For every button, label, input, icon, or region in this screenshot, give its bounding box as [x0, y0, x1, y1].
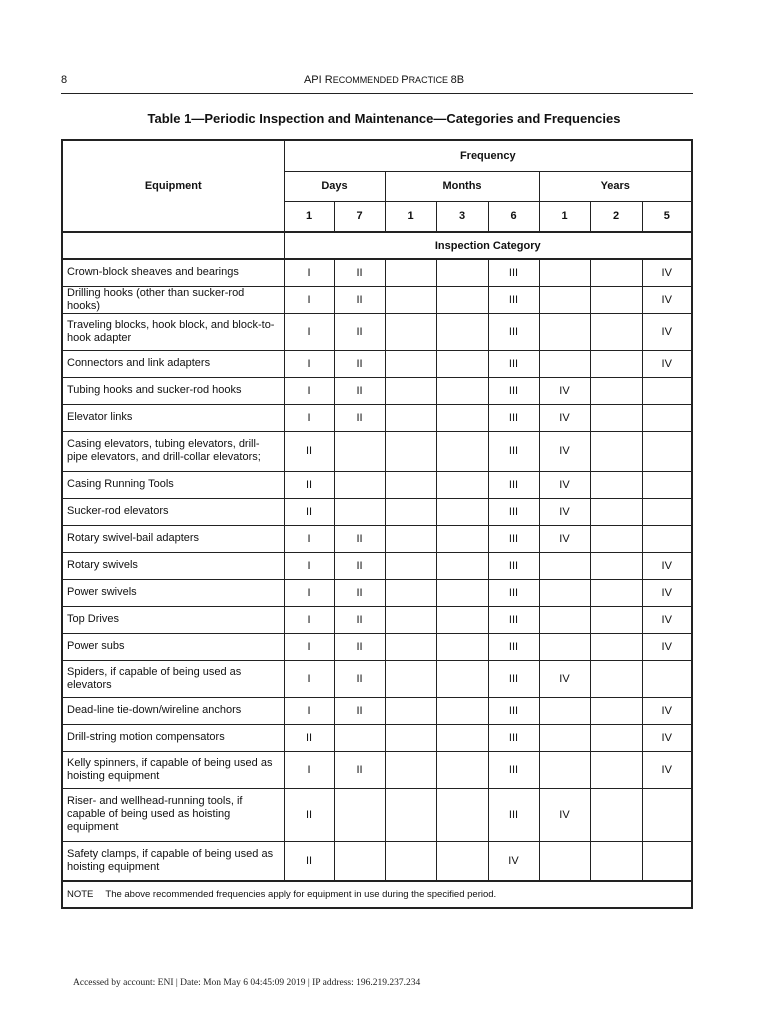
category-cell	[385, 313, 436, 350]
category-cell	[539, 579, 590, 606]
equipment-cell: Riser- and wellhead-running tools, if capable of being used as hoisting equipment	[62, 788, 284, 841]
category-cell	[436, 751, 488, 788]
category-cell: II	[334, 552, 385, 579]
category-cell	[385, 431, 436, 471]
category-cell: IV	[539, 788, 590, 841]
category-cell	[385, 660, 436, 697]
category-cell: III	[488, 724, 539, 751]
category-cell	[385, 724, 436, 751]
category-cell: III	[488, 259, 539, 286]
equipment-cell: Casing elevators, tubing elevators, drill-pipe elevators, and drill-collar elevators;	[62, 431, 284, 471]
category-cell: II	[334, 579, 385, 606]
category-cell: II	[334, 286, 385, 313]
table-row	[62, 350, 692, 377]
category-cell: I	[284, 751, 334, 788]
category-cell: IV	[642, 697, 692, 724]
category-cell: III	[488, 498, 539, 525]
category-cell	[590, 788, 642, 841]
category-cell	[590, 350, 642, 377]
interval-header: 3	[436, 201, 488, 232]
category-cell: II	[334, 633, 385, 660]
category-cell: II	[334, 377, 385, 404]
category-cell	[539, 259, 590, 286]
category-cell: IV	[642, 606, 692, 633]
category-cell	[436, 313, 488, 350]
category-cell	[436, 660, 488, 697]
category-cell	[539, 697, 590, 724]
category-cell	[436, 525, 488, 552]
page-number: 8	[61, 74, 68, 86]
category-cell	[385, 606, 436, 633]
interval-header: 2	[590, 201, 642, 232]
category-cell	[436, 286, 488, 313]
category-cell: II	[334, 404, 385, 431]
category-cell	[334, 431, 385, 471]
category-cell	[436, 259, 488, 286]
table-row	[62, 552, 692, 579]
category-cell	[590, 431, 642, 471]
table-row	[62, 286, 692, 313]
category-cell: IV	[539, 404, 590, 431]
table-row	[62, 660, 692, 697]
category-cell	[385, 404, 436, 431]
category-cell: III	[488, 471, 539, 498]
category-cell: II	[334, 697, 385, 724]
equipment-cell: Traveling blocks, hook block, and block-to-hook adapter	[62, 313, 284, 350]
category-cell	[385, 841, 436, 881]
category-cell: IV	[539, 431, 590, 471]
table-row	[62, 579, 692, 606]
category-cell	[539, 286, 590, 313]
note-text: The above recommended frequencies apply for equipment in use during the specified period.	[105, 889, 497, 900]
category-cell	[436, 841, 488, 881]
category-cell: II	[334, 259, 385, 286]
inspection-table	[61, 139, 693, 909]
category-cell	[590, 552, 642, 579]
category-cell	[590, 377, 642, 404]
table-row	[62, 525, 692, 552]
equipment-cell: Connectors and link adapters	[62, 350, 284, 377]
category-cell: II	[334, 313, 385, 350]
equipment-cell: Sucker-rod elevators	[62, 498, 284, 525]
equipment-cell: Power subs	[62, 633, 284, 660]
category-cell	[590, 286, 642, 313]
category-cell: II	[284, 431, 334, 471]
category-cell: III	[488, 633, 539, 660]
category-cell	[642, 525, 692, 552]
category-cell	[385, 525, 436, 552]
category-cell	[539, 633, 590, 660]
blank-cell	[62, 232, 284, 259]
category-cell	[590, 498, 642, 525]
category-cell: II	[334, 660, 385, 697]
category-cell: IV	[642, 633, 692, 660]
category-cell	[590, 579, 642, 606]
category-cell	[539, 313, 590, 350]
category-cell	[539, 724, 590, 751]
category-cell: I	[284, 313, 334, 350]
category-cell: IV	[642, 286, 692, 313]
category-cell	[539, 606, 590, 633]
category-cell: I	[284, 259, 334, 286]
category-cell: I	[284, 377, 334, 404]
table-row	[62, 751, 692, 788]
category-cell: IV	[539, 471, 590, 498]
category-cell	[385, 350, 436, 377]
category-cell: II	[284, 841, 334, 881]
category-cell: II	[334, 751, 385, 788]
category-cell	[539, 751, 590, 788]
equipment-cell: Elevator links	[62, 404, 284, 431]
equipment-cell: Tubing hooks and sucker-rod hooks	[62, 377, 284, 404]
equipment-cell: Rotary swivels	[62, 552, 284, 579]
category-cell: II	[334, 350, 385, 377]
table-row	[62, 404, 692, 431]
equipment-cell: Dead-line tie-down/wireline anchors	[62, 697, 284, 724]
category-cell	[436, 498, 488, 525]
category-cell	[436, 606, 488, 633]
category-cell	[590, 697, 642, 724]
category-cell	[436, 404, 488, 431]
category-cell	[590, 471, 642, 498]
category-cell: III	[488, 431, 539, 471]
category-cell	[590, 525, 642, 552]
category-cell	[642, 498, 692, 525]
category-cell: II	[284, 498, 334, 525]
category-cell: I	[284, 350, 334, 377]
category-cell: IV	[642, 313, 692, 350]
category-cell	[436, 697, 488, 724]
category-cell	[385, 697, 436, 724]
category-cell: I	[284, 633, 334, 660]
category-cell: III	[488, 313, 539, 350]
category-cell	[436, 579, 488, 606]
category-cell	[590, 606, 642, 633]
category-cell: III	[488, 286, 539, 313]
category-cell	[642, 788, 692, 841]
group-header-days: Days	[284, 171, 385, 201]
table-row	[62, 259, 692, 286]
category-cell	[436, 724, 488, 751]
category-cell	[642, 404, 692, 431]
category-cell: I	[284, 404, 334, 431]
category-cell	[642, 377, 692, 404]
category-cell: I	[284, 697, 334, 724]
category-cell	[590, 259, 642, 286]
table-row	[62, 471, 692, 498]
running-header-api: API	[303, 74, 322, 86]
interval-header: 7	[334, 201, 385, 232]
running-header	[0, 74, 768, 86]
category-cell: I	[284, 606, 334, 633]
category-cell: III	[488, 579, 539, 606]
equipment-cell: Spiders, if capable of being used as elevators	[62, 660, 284, 697]
category-cell	[590, 633, 642, 660]
interval-header: 1	[284, 201, 334, 232]
category-cell: I	[284, 579, 334, 606]
equipment-cell: Power swivels	[62, 579, 284, 606]
category-cell	[385, 286, 436, 313]
category-cell: III	[488, 751, 539, 788]
header-rule	[61, 93, 693, 94]
interval-header: 1	[539, 201, 590, 232]
table-row	[62, 313, 692, 350]
category-cell	[334, 841, 385, 881]
access-footer: Accessed by account: ENI | Date: Mon May 6 04:45:09 2019 | IP address: 196.219.237.234	[73, 978, 421, 988]
category-cell	[590, 751, 642, 788]
table-row	[62, 498, 692, 525]
category-cell: III	[488, 350, 539, 377]
equipment-header: Equipment	[62, 140, 284, 232]
category-cell	[385, 259, 436, 286]
category-cell: IV	[642, 751, 692, 788]
category-cell	[436, 350, 488, 377]
category-cell	[334, 498, 385, 525]
category-cell: I	[284, 660, 334, 697]
group-header-months: Months	[385, 171, 539, 201]
interval-header: 5	[642, 201, 692, 232]
category-cell: I	[284, 525, 334, 552]
table-row	[62, 606, 692, 633]
category-cell: IV	[642, 579, 692, 606]
category-cell	[590, 841, 642, 881]
category-cell	[539, 552, 590, 579]
table-row	[62, 697, 692, 724]
category-cell	[642, 841, 692, 881]
note-cell	[62, 881, 692, 908]
category-cell: III	[488, 552, 539, 579]
category-cell	[436, 552, 488, 579]
category-cell: IV	[642, 552, 692, 579]
category-cell	[436, 471, 488, 498]
category-cell	[385, 788, 436, 841]
equipment-cell: Safety clamps, if capable of being used as hoisting equipment	[62, 841, 284, 881]
category-cell	[590, 313, 642, 350]
category-cell: III	[488, 377, 539, 404]
equipment-cell: Top Drives	[62, 606, 284, 633]
category-cell	[385, 579, 436, 606]
category-cell: II	[284, 724, 334, 751]
category-cell	[642, 660, 692, 697]
category-cell	[385, 751, 436, 788]
category-cell	[385, 498, 436, 525]
category-cell	[539, 350, 590, 377]
category-cell	[385, 552, 436, 579]
category-cell: IV	[539, 660, 590, 697]
category-cell: III	[488, 697, 539, 724]
interval-header: 6	[488, 201, 539, 232]
category-cell: III	[488, 404, 539, 431]
category-cell: III	[488, 788, 539, 841]
category-cell: II	[284, 788, 334, 841]
table-row	[62, 633, 692, 660]
category-cell: IV	[539, 525, 590, 552]
category-cell	[642, 431, 692, 471]
category-cell	[436, 377, 488, 404]
category-cell	[642, 471, 692, 498]
note-label: NOTE	[67, 889, 94, 900]
category-cell	[385, 377, 436, 404]
category-cell	[590, 660, 642, 697]
note-row	[62, 881, 692, 908]
category-cell: I	[284, 552, 334, 579]
table-row	[62, 724, 692, 751]
category-cell: IV	[642, 724, 692, 751]
equipment-cell: Drilling hooks (other than sucker-rod hooks)	[62, 286, 284, 313]
category-cell: III	[488, 660, 539, 697]
table-title: Table 1—Periodic Inspection and Maintenance—Categories and Frequencies	[147, 111, 621, 126]
equipment-cell: Crown-block sheaves and bearings	[62, 259, 284, 286]
category-cell: I	[284, 286, 334, 313]
category-cell: III	[488, 525, 539, 552]
table-row	[62, 377, 692, 404]
category-cell: II	[284, 471, 334, 498]
category-cell	[436, 788, 488, 841]
category-cell	[385, 471, 436, 498]
interval-header: 1	[385, 201, 436, 232]
category-cell	[334, 471, 385, 498]
category-cell: IV	[642, 259, 692, 286]
table-row	[62, 841, 692, 881]
equipment-cell: Kelly spinners, if capable of being used as hoisting equipment	[62, 751, 284, 788]
table-row	[62, 788, 692, 841]
category-cell	[590, 404, 642, 431]
equipment-cell: Casing Running Tools	[62, 471, 284, 498]
category-cell	[590, 724, 642, 751]
group-header-years: Years	[539, 171, 692, 201]
category-cell: IV	[539, 377, 590, 404]
category-cell	[539, 841, 590, 881]
inspection-category-header: Inspection Category	[284, 232, 692, 259]
category-cell: II	[334, 606, 385, 633]
category-cell: IV	[642, 350, 692, 377]
category-cell: IV	[488, 841, 539, 881]
category-cell	[385, 633, 436, 660]
running-header-title: RECOMMENDED PRACTICE 8B	[324, 74, 465, 86]
table-row	[62, 431, 692, 471]
category-cell	[334, 724, 385, 751]
equipment-cell: Drill-string motion compensators	[62, 724, 284, 751]
category-cell	[334, 788, 385, 841]
category-cell	[436, 431, 488, 471]
equipment-cell: Rotary swivel-bail adapters	[62, 525, 284, 552]
category-cell: III	[488, 606, 539, 633]
category-cell: IV	[539, 498, 590, 525]
frequency-header: Frequency	[284, 140, 692, 171]
category-cell: II	[334, 525, 385, 552]
category-cell	[436, 633, 488, 660]
